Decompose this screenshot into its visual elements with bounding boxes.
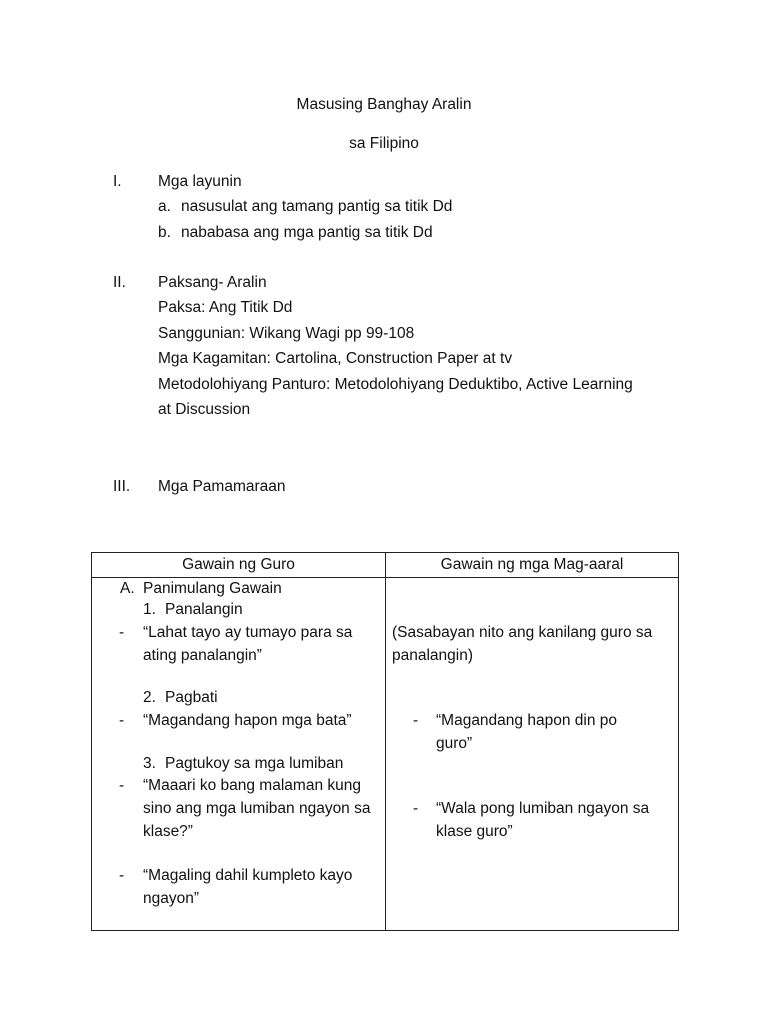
mag-aaral-cell bbox=[386, 578, 679, 931]
teacher-line: “Magandang hapon mga bata” bbox=[143, 712, 352, 729]
step-title: Pagtukoy sa mga lumiban bbox=[165, 755, 344, 772]
objective-letter: b. bbox=[158, 224, 171, 241]
section-heading-layunin: Mga layunin bbox=[158, 173, 242, 190]
section-numeral-1: I. bbox=[113, 173, 122, 190]
step-number: 3. bbox=[143, 755, 156, 772]
teacher-line: klase?” bbox=[143, 823, 193, 840]
metodolohiya-line: Metodolohiyang Panturo: Metodolohiyang Deduktibo, Active Learning bbox=[158, 376, 633, 393]
objective-item: nababasa ang mga pantig sa titik Dd bbox=[181, 224, 433, 241]
dash-bullet: - bbox=[413, 712, 419, 729]
teacher-line: sino ang mga lumiban ngayon sa bbox=[143, 800, 371, 817]
teacher-line: “Lahat tayo ay tumayo para sa bbox=[143, 624, 353, 641]
table-header-row bbox=[92, 553, 679, 578]
header-gawain-guro: Gawain ng Guro bbox=[92, 553, 386, 578]
dash-bullet: - bbox=[119, 712, 125, 729]
student-line: (Sasabayan nito ang kanilang guro sa bbox=[392, 624, 653, 641]
procedure-table bbox=[91, 552, 679, 931]
section-heading-paksang-aralin: Paksang- Aralin bbox=[158, 274, 267, 291]
step-number: 2. bbox=[143, 689, 156, 706]
step-title: Panalangin bbox=[165, 601, 243, 618]
teacher-line: “Magaling dahil kumpleto kayo bbox=[143, 867, 353, 884]
header-gawain-mag-aaral: Gawain ng mga Mag-aaral bbox=[386, 553, 679, 578]
student-line: “Wala pong lumiban ngayon sa bbox=[436, 800, 650, 817]
sanggunian-line: Sanggunian: Wikang Wagi pp 99-108 bbox=[158, 325, 415, 342]
dash-bullet: - bbox=[119, 777, 125, 794]
section-numeral-3: III. bbox=[113, 478, 131, 495]
dash-bullet: - bbox=[119, 867, 125, 884]
guro-cell bbox=[92, 578, 386, 931]
paksa-line: Paksa: Ang Titik Dd bbox=[158, 299, 293, 316]
table-row bbox=[92, 578, 679, 931]
part-title: Panimulang Gawain bbox=[143, 580, 282, 597]
teacher-line: ngayon” bbox=[143, 890, 200, 907]
teacher-line: “Maaari ko bang malaman kung bbox=[143, 777, 361, 794]
section-heading-pamamaraan: Mga Pamamaraan bbox=[158, 478, 286, 495]
document-title: Masusing Banghay Aralin bbox=[296, 96, 472, 113]
metodolohiya-line-cont: at Discussion bbox=[158, 401, 251, 418]
step-title: Pagbati bbox=[165, 689, 218, 706]
objective-item: nasusulat ang tamang pantig sa titik Dd bbox=[181, 198, 453, 215]
student-line: klase guro” bbox=[436, 823, 513, 840]
student-line: guro” bbox=[436, 735, 473, 752]
kagamitan-line: Mga Kagamitan: Cartolina, Construction Paper at tv bbox=[158, 350, 513, 367]
dash-bullet: - bbox=[119, 624, 125, 641]
part-letter: A. bbox=[120, 580, 135, 597]
teacher-line: ating panalangin” bbox=[143, 647, 262, 664]
objective-letter: a. bbox=[158, 198, 171, 215]
student-line: panalangin) bbox=[392, 647, 474, 664]
document-subtitle: sa Filipino bbox=[349, 135, 419, 152]
student-line: “Magandang hapon din po bbox=[436, 712, 617, 729]
step-number: 1. bbox=[143, 601, 156, 618]
section-numeral-2: II. bbox=[113, 274, 126, 291]
dash-bullet: - bbox=[413, 800, 419, 817]
